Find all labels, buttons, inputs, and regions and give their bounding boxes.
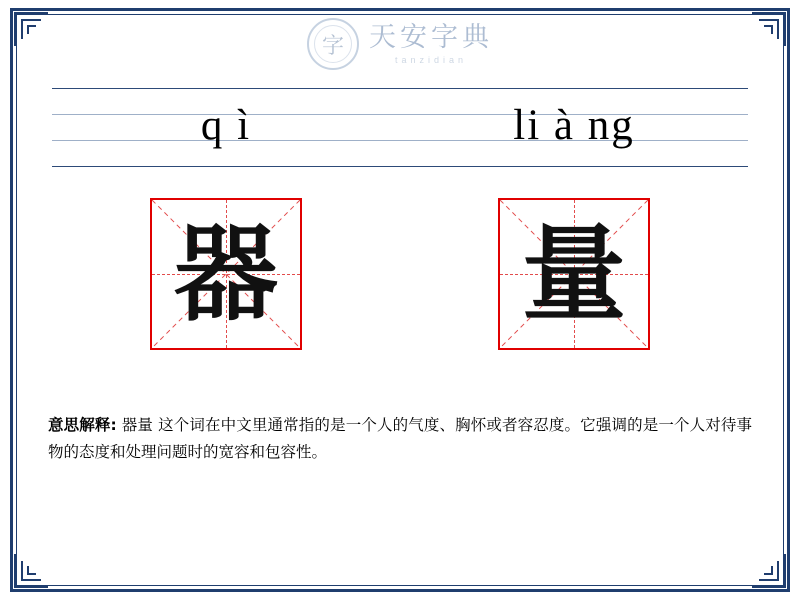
pinyin-syllable-1: q ì	[200, 101, 252, 149]
character-glyph-1: 器	[173, 213, 278, 335]
staff-line-4	[52, 166, 748, 167]
character-grid-row	[52, 198, 748, 366]
seal-icon: 字	[307, 18, 359, 70]
character-box-1	[150, 198, 302, 350]
explanation-block	[48, 412, 752, 466]
character-glyph-2: 量	[521, 213, 626, 335]
corner-ornament-bottom-left	[14, 554, 48, 588]
brand-name: 天安字典	[369, 21, 493, 52]
brand-subtitle: tanzidian	[394, 54, 468, 65]
pinyin-staff	[52, 88, 748, 166]
character-box-2	[498, 198, 650, 350]
pinyin-syllable-2: li à ng	[513, 101, 635, 149]
brand-text	[369, 21, 493, 65]
corner-ornament-bottom-right	[752, 554, 786, 588]
explanation-label: 意思解释:	[48, 416, 117, 434]
pinyin-row	[52, 88, 748, 166]
brand-watermark	[0, 16, 800, 72]
explanation-text: 器量 这个词在中文里通常指的是一个人的气度、胸怀或者容忍度。它强调的是一个人对待事物的态度和处理问题时的宽容和包容性。	[48, 416, 753, 462]
